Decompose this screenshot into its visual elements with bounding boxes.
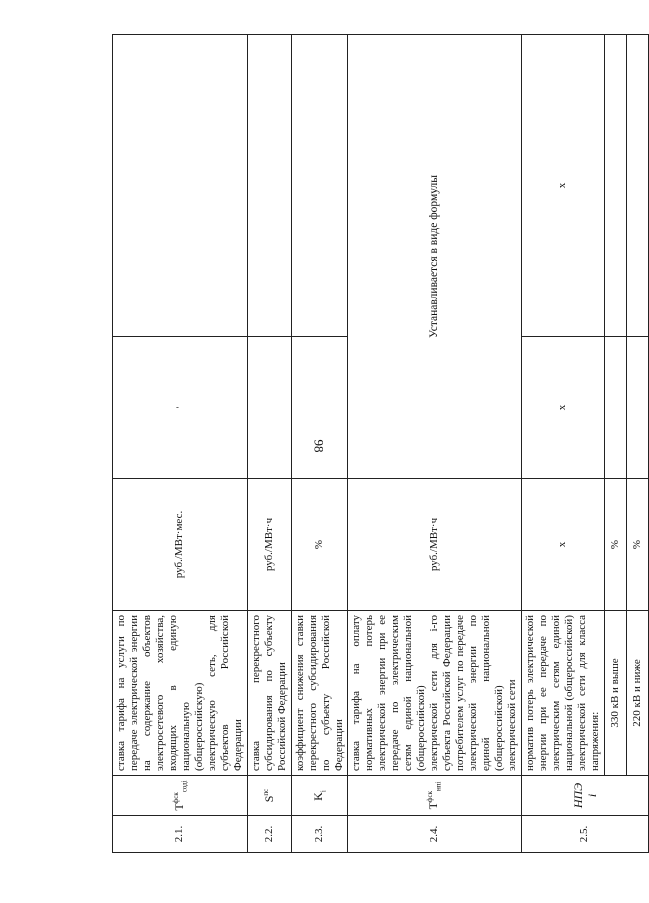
row-symbol: $K_i$ (291, 776, 348, 816)
row-value-cell: ' (113, 337, 248, 479)
row-value-cell (291, 337, 348, 479)
row-value-cell (626, 35, 648, 337)
row-value-cell (604, 337, 626, 479)
row-unit: % (291, 479, 348, 611)
formula-note: Устанавливается в виде формулы (348, 35, 522, 479)
row-number: 2.2. (247, 816, 291, 853)
row-description: ставка перекрестного субсидирования по субъекту Российской Федерации (247, 611, 291, 776)
row-value-cell: х (522, 337, 605, 479)
row-symbol: $T^{фск}_{содi}$ (113, 776, 248, 816)
table-subrow (626, 35, 648, 853)
row-unit: руб./МВт·мес. (113, 479, 248, 611)
table-row (522, 35, 605, 853)
table-row (247, 35, 291, 853)
row-value-cell (247, 337, 291, 479)
table-row (348, 35, 522, 853)
row-description: ставка тарифа на оплату нормативных потерь электрической энергии при ее передаче по электрическим сетям единой национальной (общероссийской) электрической сети для i-го субъекта Российской Федерации потребителем услуг по передаче электрической энергии по единой национальной (общероссийской) электрической сети (348, 611, 522, 776)
row-unit: руб./МВт·ч (247, 479, 291, 611)
table-row (291, 35, 348, 853)
row-unit: % (604, 479, 626, 611)
row-unit: % (626, 479, 648, 611)
row-unit: х (522, 479, 605, 611)
row-number: 2.3. (291, 816, 348, 853)
page-number: 98 (311, 439, 327, 453)
table-row (113, 35, 248, 853)
tariff-table (112, 34, 649, 853)
row-value-cell (291, 35, 348, 337)
row-symbol: $T^{фск}_{нпi}$ (348, 776, 522, 816)
row-number: 2.4. (348, 816, 522, 853)
row-value-cell: х (522, 35, 605, 337)
row-value-cell (247, 35, 291, 337)
row-number: 2.1. (113, 816, 248, 853)
row-value-cell (604, 35, 626, 337)
row-unit: руб./МВт·ч (348, 479, 522, 611)
row-symbol: $S^{пс}$ (247, 776, 291, 816)
row-description: норматив потерь электрической энергии при ее передаче по электрическим сетям единой национальной (общероссийской) электрической сети для класса напряжения: (522, 611, 605, 776)
rotated-table-container (112, 35, 643, 853)
row-symbol: НПЭ i (522, 776, 649, 816)
row-value-cell (626, 337, 648, 479)
voltage-class-label: 330 кВ и выше (604, 611, 626, 776)
row-value-cell (113, 35, 248, 337)
row-description: коэффициент снижения ставки перекрестного субсидирования по субъекту Российской Федерации (291, 611, 348, 776)
row-description: ставка тарифа на услуги по передаче электрической энергии на содержание объектов электросетевого хозяйства, входящих в единую национальную (общероссийскую) электрическую сеть, для субъектов Российской Федерации (113, 611, 248, 776)
row-number: 2.5. (522, 816, 649, 853)
voltage-class-label: 220 кВ и ниже (626, 611, 648, 776)
table-subrow (604, 35, 626, 853)
